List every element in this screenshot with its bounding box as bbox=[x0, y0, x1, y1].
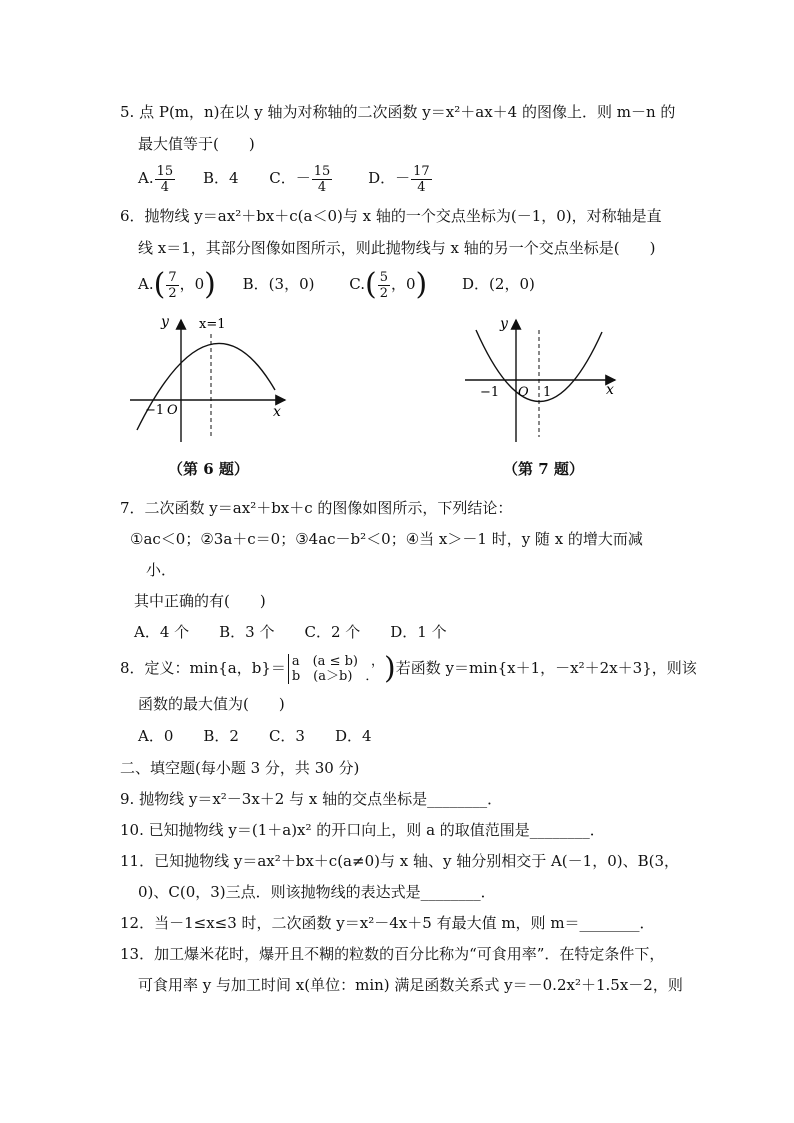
q5-option-a-numerator: 15 bbox=[156, 163, 174, 179]
q6-option-c-denominator: 2 bbox=[379, 285, 388, 301]
q6-option-a-left-paren: ( bbox=[153, 267, 166, 302]
q6-option-a-right-paren: ) bbox=[204, 267, 216, 302]
q6-line2: 线 x＝1，其部分图像如图所示，则此抛物线与 x 轴的另一个交点坐标是( ) bbox=[138, 239, 656, 257]
q6-option-d: D．(2，0) bbox=[462, 275, 535, 293]
q8-right-paren: ) bbox=[383, 651, 396, 686]
q5-option-a-label: A. bbox=[138, 169, 154, 187]
q5-option-d-fraction bbox=[411, 164, 432, 195]
q7-line2: ①ac＜0；②3a＋c＝0；③4ac－b²＜0；④当 x＞－1 时，y 随 x 的增大而减 bbox=[130, 530, 643, 548]
section-2-heading: 二、填空题(每小题 3 分，共 30 分) bbox=[120, 759, 360, 777]
q5-option-d-numerator: 17 bbox=[413, 163, 430, 179]
q6-option-c-left-paren: ( bbox=[364, 267, 377, 302]
q5-line1: 5. 点 P(m，n)在以 y 轴为对称轴的二次函数 y＝x²＋ax＋4 的图像上．则 m－n 的 bbox=[120, 103, 676, 121]
q7-options: A．4 个 B．3 个 C．2 个 D．1 个 bbox=[134, 623, 447, 641]
q5-option-c bbox=[269, 160, 333, 196]
fig6-x-label: x bbox=[273, 404, 281, 420]
q6-option-b: B．(3，0) bbox=[242, 275, 315, 293]
q5-option-a bbox=[138, 160, 176, 196]
fig6-neg-one: −1 bbox=[145, 403, 165, 418]
q5-option-a-denominator: 4 bbox=[160, 179, 170, 195]
q13-line2: 可食用率 y 与加工时间 x(单位：min) 满足函数关系式 y＝－0.2x²＋1.5x－2，则 bbox=[138, 976, 683, 994]
q8-prefix: 8．定义：min{a，b}＝ bbox=[120, 659, 286, 677]
q6-option-a-label: A. bbox=[138, 275, 154, 293]
fig7-origin: O bbox=[518, 385, 529, 400]
q8-case2: b (a＞b) ． bbox=[291, 669, 379, 684]
q6-option-c bbox=[349, 266, 427, 302]
q6-option-a-tail: ，0 bbox=[179, 275, 205, 293]
q8-line1 bbox=[120, 650, 697, 686]
q11-line1: 11．已知抛物线 y＝ax²＋bx＋c(a≠0)与 x 轴、y 轴分别相交于 A(－1，0)、B(3， bbox=[120, 852, 680, 870]
q7-line4: 其中正确的有( ) bbox=[134, 592, 266, 610]
figure-6-caption: （第 6 题） bbox=[168, 460, 249, 478]
q6-option-a bbox=[138, 266, 216, 302]
q6-option-a-fraction bbox=[166, 270, 178, 301]
fig7-x-label: x bbox=[606, 382, 614, 398]
q5-option-a-fraction bbox=[155, 164, 176, 195]
q7-line3: 小． bbox=[146, 561, 177, 579]
q5-option-d bbox=[368, 160, 433, 196]
fig7-one: 1 bbox=[543, 385, 552, 400]
q11-line2: 0)、C(0，3)三点．则该抛物线的表达式是________． bbox=[138, 883, 496, 901]
figure-7-caption: （第 7 题） bbox=[503, 460, 584, 478]
q6-option-c-label: C. bbox=[349, 275, 365, 293]
q8-suffix: 若函数 y＝min{x＋1，－x²＋2x＋3}，则该 bbox=[395, 659, 697, 677]
q7-line1: 7．二次函数 y＝ax²＋bx＋c 的图像如图所示，下列结论： bbox=[120, 499, 513, 517]
q5-option-d-label: D．－ bbox=[368, 169, 411, 187]
fig7-y-label: y bbox=[500, 316, 508, 332]
q6-option-c-right-paren: ) bbox=[415, 267, 428, 302]
fig6-axis-label: x=1 bbox=[199, 317, 226, 332]
fig6-origin: O bbox=[167, 403, 178, 418]
q6-option-a-numerator: 7 bbox=[168, 269, 177, 285]
q5-option-c-fraction bbox=[312, 164, 333, 195]
q6-options bbox=[138, 266, 535, 302]
q6-option-a-denominator: 2 bbox=[168, 285, 177, 301]
q5-line2: 最大值等于( ) bbox=[138, 135, 255, 153]
q8-piecewise bbox=[288, 654, 384, 684]
q5-options bbox=[138, 160, 433, 196]
q12: 12．当－1≤x≤3 时，二次函数 y＝x²－4x＋5 有最大值 m，则 m＝________． bbox=[120, 914, 655, 932]
q8-line2: 函数的最大值为( ) bbox=[138, 695, 285, 713]
q5-option-c-label: C．－ bbox=[269, 169, 311, 187]
q5-option-b: B．4 bbox=[202, 169, 239, 187]
q8-options: A．0 B．2 C．3 D．4 bbox=[138, 727, 372, 745]
q6-option-c-numerator: 5 bbox=[379, 269, 388, 285]
figure-6-graph bbox=[125, 312, 295, 447]
fig6-y-label: y bbox=[161, 314, 169, 330]
q9: 9. 抛物线 y＝x²－3x＋2 与 x 轴的交点坐标是________． bbox=[120, 790, 503, 808]
q8-case1: a (a ≤ b) ， bbox=[291, 654, 384, 669]
q5-option-d-denominator: 4 bbox=[417, 179, 426, 195]
q5-option-c-denominator: 4 bbox=[317, 179, 327, 195]
q5-option-c-numerator: 15 bbox=[313, 163, 331, 179]
q10: 10. 已知抛物线 y＝(1＋a)x² 的开口向上，则 a 的取值范围是________． bbox=[120, 821, 605, 839]
fig7-neg-one: −1 bbox=[480, 385, 500, 400]
q13-line1: 13．加工爆米花时，爆开且不糊的粒数的百分比称为“可食用率”．在特定条件下， bbox=[120, 945, 665, 963]
figure-7-graph bbox=[460, 312, 625, 447]
q6-option-c-fraction bbox=[378, 270, 390, 301]
q6-line1: 6．抛物线 y＝ax²＋bx＋c(a＜0)与 x 轴的一个交点坐标为(－1，0)，对称轴是直 bbox=[120, 207, 662, 225]
q6-option-c-tail: ，0 bbox=[390, 275, 416, 293]
